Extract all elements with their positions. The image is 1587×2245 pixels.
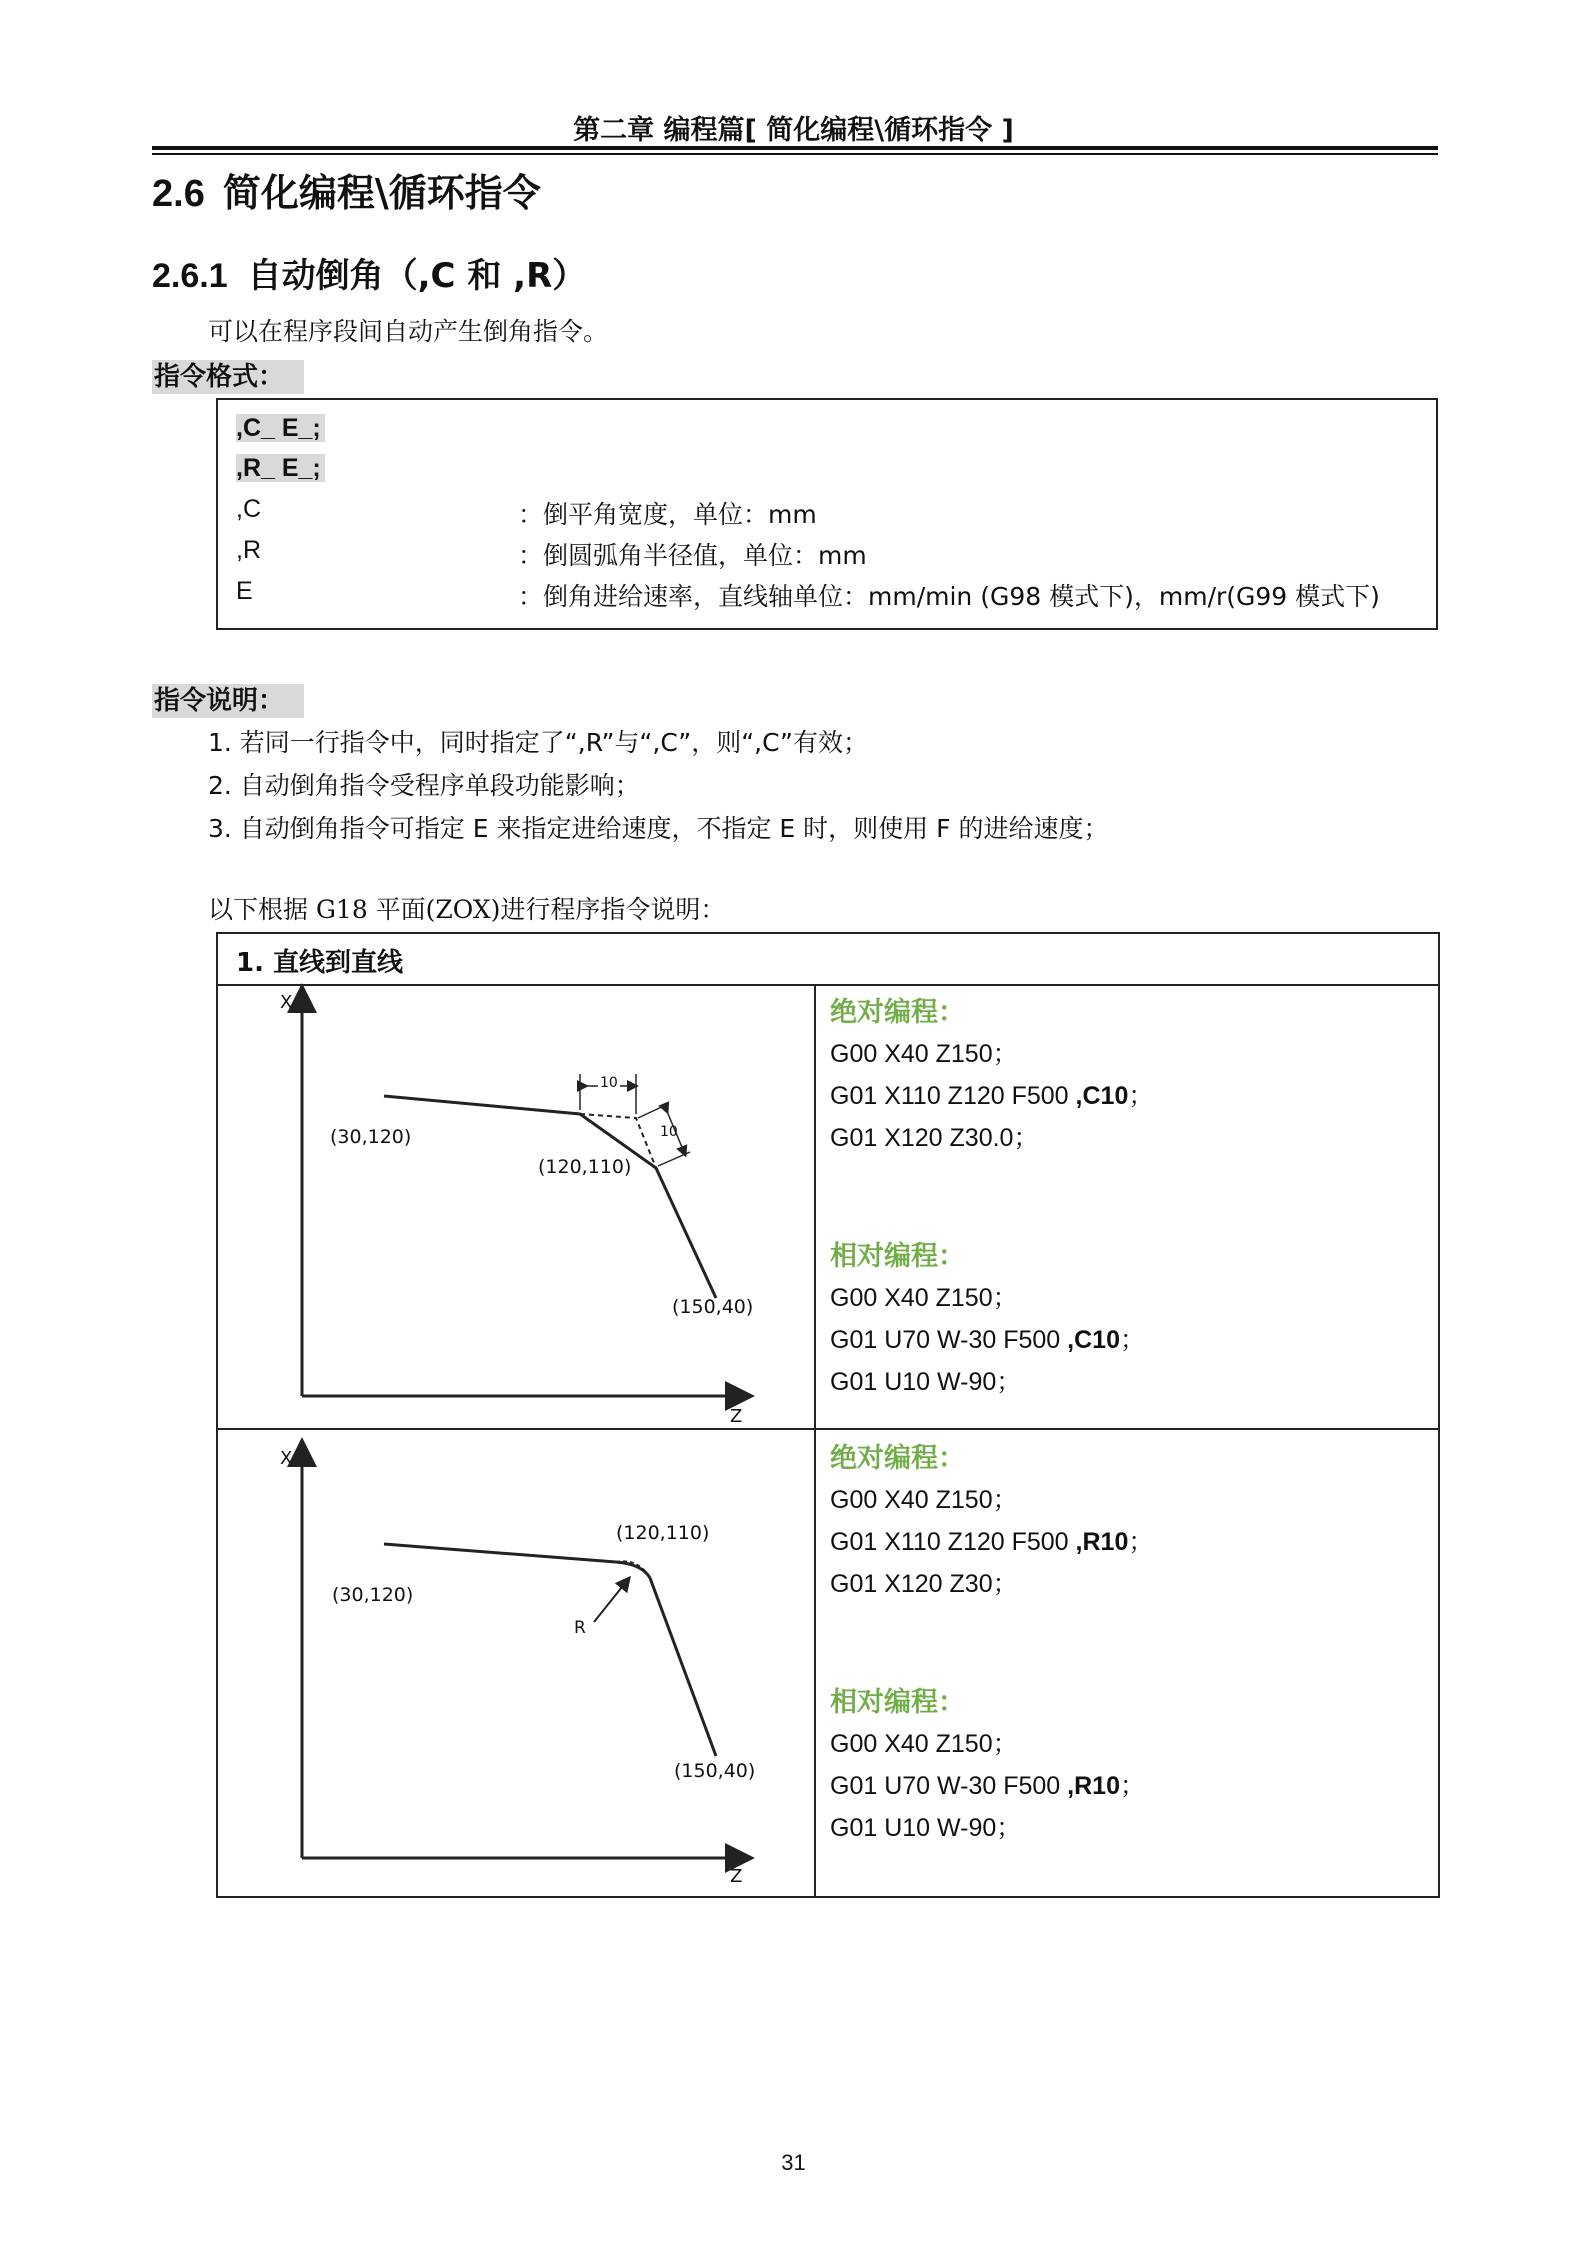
point-label-start: (30,120) bbox=[330, 1126, 412, 1148]
param-desc: ：倒平角宽度，单位：mm bbox=[518, 500, 817, 529]
explanation-label-wrap bbox=[152, 680, 304, 717]
syntax-line-r: ,R_ E_; bbox=[236, 454, 325, 483]
code-line: G01 X120 Z30.0； bbox=[830, 1124, 1039, 1152]
code-line: G01 U10 W-90； bbox=[830, 1368, 1022, 1396]
intro-paragraph: 可以在程序段间自动产生倒角指令。 bbox=[208, 317, 609, 346]
code-line: G00 X40 Z150； bbox=[830, 1040, 1018, 1068]
explanation-item-1: 1. 若同一行指令中，同时指定了“,R”与“,C”，则“,C”有效； bbox=[208, 728, 868, 757]
code-line: G01 U10 W-90； bbox=[830, 1814, 1022, 1842]
format-label: 指令格式： bbox=[152, 360, 304, 394]
code-line: G01 X110 Z120 F500 ,R10； bbox=[830, 1528, 1154, 1556]
section-heading bbox=[152, 162, 541, 217]
param-key: E bbox=[236, 577, 253, 605]
syntax-line-c: ,C_ E_; bbox=[236, 414, 325, 443]
code-line: G01 U70 W-30 F500 ,R10； bbox=[830, 1772, 1145, 1800]
code-line: G01 X110 Z120 F500 ,C10； bbox=[830, 1082, 1154, 1110]
z-axis-label: Z bbox=[730, 1406, 743, 1427]
table-title: 1. 直线到直线 bbox=[236, 948, 404, 978]
format-label-wrap bbox=[152, 356, 304, 393]
param-desc: ：倒角进给速率，直线轴单位：mm/min (G98 模式下)，mm/r(G99 模式下) bbox=[518, 582, 1380, 611]
param-key: ,C bbox=[236, 495, 261, 523]
section-title: 简化编程\循环指令 bbox=[222, 171, 541, 215]
round-diagram bbox=[218, 934, 818, 1900]
absolute-programming-heading: 绝对编程： bbox=[830, 1443, 965, 1474]
explanation-item-2: 2. 自动倒角指令受程序单段功能影响； bbox=[208, 771, 640, 800]
point-label-corner: (120,110) bbox=[538, 1156, 632, 1178]
code-line: G00 X40 Z150； bbox=[830, 1284, 1018, 1312]
absolute-programming-heading: 绝对编程： bbox=[830, 997, 965, 1028]
g18-intro: 以下根据 G18 平面(ZOX)进行程序指令说明： bbox=[208, 895, 726, 924]
header-rule-thick bbox=[152, 146, 1438, 150]
page-number: 31 bbox=[781, 2150, 806, 2175]
example-table bbox=[216, 932, 1440, 1898]
subsection-heading bbox=[152, 248, 586, 297]
x-axis-label: X bbox=[280, 1448, 293, 1469]
param-key: ,R bbox=[236, 536, 261, 564]
code-line: G00 X40 Z150； bbox=[830, 1486, 1018, 1514]
radius-label: R bbox=[574, 1618, 586, 1638]
point-label-corner: (120,110) bbox=[616, 1522, 710, 1544]
format-box bbox=[216, 398, 1438, 630]
running-header: 第二章 编程篇[ 简化编程\循环指令 ] bbox=[573, 115, 1014, 146]
code-line: G00 X40 Z150； bbox=[830, 1730, 1018, 1758]
code-line: G01 U70 W-30 F500 ,C10； bbox=[830, 1326, 1145, 1354]
relative-programming-heading: 相对编程： bbox=[830, 1687, 965, 1718]
point-label-end: (150,40) bbox=[672, 1296, 754, 1318]
x-axis-label: X bbox=[280, 992, 293, 1013]
explanation-item-3: 3. 自动倒角指令可指定 E 来指定进给速度，不指定 E 时，则使用 F 的进给速度； bbox=[208, 814, 1109, 843]
explanation-label: 指令说明： bbox=[152, 684, 304, 718]
relative-programming-heading: 相对编程： bbox=[830, 1241, 965, 1272]
subsection-number: 2.6.1 bbox=[152, 257, 228, 295]
dimension-label: 10 bbox=[660, 1124, 678, 1140]
section-number: 2.6 bbox=[152, 173, 205, 215]
z-axis-label: Z bbox=[730, 1866, 743, 1887]
code-line: G01 X120 Z30； bbox=[830, 1570, 1018, 1598]
point-label-start: (30,120) bbox=[332, 1584, 414, 1606]
dimension-label: 10 bbox=[600, 1075, 618, 1091]
param-desc: ：倒圆弧角半径值，单位：mm bbox=[518, 541, 867, 570]
subsection-title: 自动倒角（,C 和 ,R） bbox=[247, 256, 587, 296]
header-rule-thin bbox=[152, 153, 1438, 155]
point-label-end: (150,40) bbox=[674, 1760, 756, 1782]
